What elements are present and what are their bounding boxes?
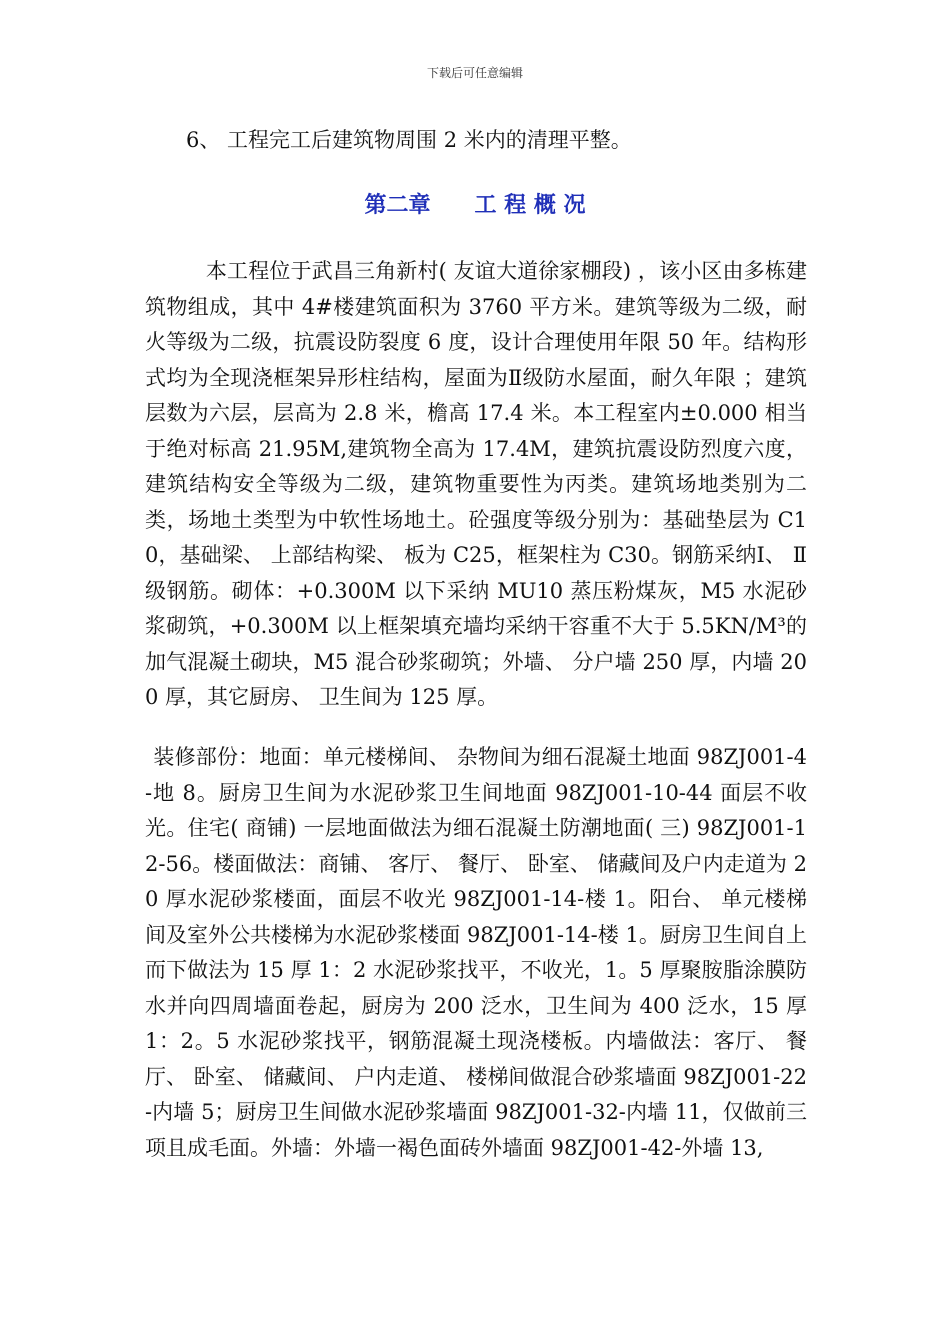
list-item-6: 6、 工程完工后建筑物周围 2 米内的清理平整。	[186, 128, 632, 152]
overview-paragraph: 本工程位于武昌三角新村( 友谊大道徐家棚段) ，该小区由多栋建筑物组成，其中 4#楼建筑面积为 3760 平方米。建筑等级为二级，耐火等级为二级，抗震设防裂度 6 度，设计合理使用年限 50 年。结构形式均为全现浇框架异形柱结构，屋面为Ⅱ级防水屋面，耐久年限 ；建筑层数为六层，层高为 2.8 米，檐高 17.4 米。本工程室内±0.000 相当于绝对标高 21.95M,建筑物全高为 17.4M，建筑抗震设防烈度六度，建筑结构安全等级为二级，建筑物重要性为丙类。建筑场地类别为二类，场地土类型为中软性场地土。砼强度等级分别为：基础垫层为 C10，基础梁、 上部结构梁、 板为 C25，框架柱为 C30。钢筋采纳Ⅰ、 Ⅱ级钢筋。砌体：+0.300M 以下采纳 MU10 蒸压粉煤灰，M5 水泥砂浆砌筑，+0.300M 以上框架填充墙均采纳干容重不大于 5.5KN/M³的加气混凝土砌块，M5 混合砂浆砌筑；外墙、 分户墙 250 厚，内墙 200 厚，其它厨房、 卫生间为 125 厚。	[145, 259, 807, 709]
chapter-title: 第二章 工 程 概 况	[364, 192, 586, 218]
decoration-paragraph: 装修部份：地面：单元楼梯间、 杂物间为细石混凝土地面 98ZJ001-4-地 8。厨房卫生间为水泥砂浆卫生间地面 98ZJ001-10-44 面层不收光。住宅( 商铺) 一层地面做法为细石混凝土防潮地面( 三) 98ZJ001-12-56。楼面做法：商铺、 客厅、 餐厅、 卧室、 储藏间及户内走道为 20 厚水泥砂浆楼面，面层不收光 98ZJ001-14-楼 1。阳台、 单元楼梯间及室外公共楼梯为水泥砂浆楼面 98ZJ001-14-楼 1。厨房卫生间自上而下做法为 15 厚 1：2 水泥砂浆找平，不收光，1。5 厚聚胺脂涂膜防水并向四周墙面卷起，厨房为 200 泛水，卫生间为 400 泛水，15 厚 1：2。5 水泥砂浆找平，钢筋混凝土现浇楼板。内墙做法：客厅、 餐厅、 卧室、 储藏间、 户内走道、 楼梯间做混合砂浆墙面 98ZJ001-22-内墙 5；厨房卫生间做水泥砂浆墙面 98ZJ001-32-内墙 11，仅做前三项且成毛面。外墙：外墙一褐色面砖外墙面 98ZJ001-42-外墙 13,	[145, 745, 807, 1160]
page-header: 下载后可任意编辑	[426, 66, 523, 80]
